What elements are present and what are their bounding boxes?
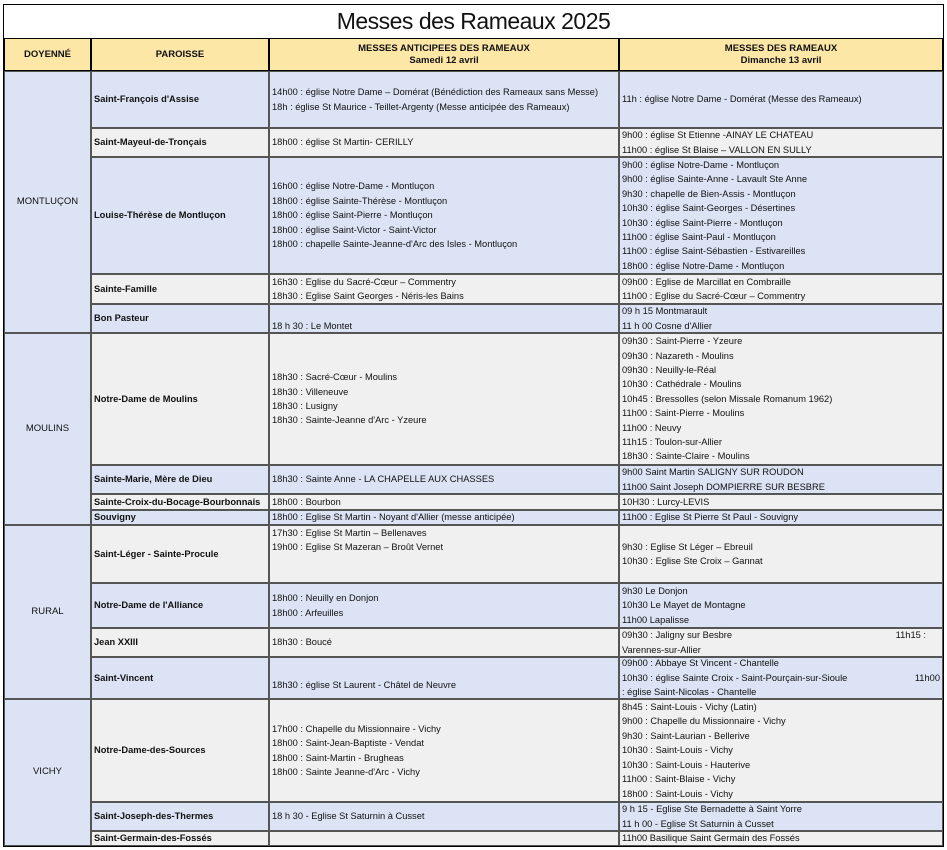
mass-line: 11h00 : Saint-Blaise - Vichy xyxy=(622,774,736,785)
mass-line: 11h15 : Toulon-sur-Allier xyxy=(622,437,722,448)
mass-line: 9h00 : église St Etienne -AINAY LE CHATEAU xyxy=(622,130,814,141)
deanery-vichy xyxy=(4,699,91,846)
mass-line: 09h00 : Abbaye St Vincent - Chantelle xyxy=(622,658,779,669)
mass-line: 11 h 00 Cosne d'Allier xyxy=(622,320,712,331)
mass-line: 17h00 : Chapelle du Missionnaire - Vichy xyxy=(272,723,441,734)
mass-line: 18h00 : chapelle Sainte-Jeanne-d'Arc des Isles - Montluçon xyxy=(272,239,518,250)
mass-line: 18h00 : église Sainte-Thérèse - Montluçon xyxy=(272,195,448,206)
mass-line: 18h00 : Eglise St Martin - Noyant d'Allier (messe anticipée) xyxy=(272,512,515,523)
mass-line: 18h30 : Sainte Anne - LA CHAPELLE AUX CHASSES xyxy=(272,474,495,485)
parish-name xyxy=(91,157,269,274)
parish-name xyxy=(91,657,269,699)
parish-name xyxy=(91,304,269,333)
saturday-masses xyxy=(269,525,619,583)
mass-line: 9h30 : chapelle de Bien-Assis - Montluçon xyxy=(622,188,796,199)
header-paroisse xyxy=(91,38,269,71)
parish-label: Notre-Dame de Moulins xyxy=(94,393,198,404)
deanery-label: RURAL xyxy=(31,605,64,617)
sunday-masses xyxy=(619,699,943,802)
parish-label: Souvigny xyxy=(94,512,136,523)
mass-line: 10h30 Le Mayet de Montagne xyxy=(622,600,746,611)
mass-line: 11h00 : église Saint-Sébastien - Estivareilles xyxy=(622,246,806,257)
deanery-rural xyxy=(4,525,91,699)
mass-line: 16h00 : église Notre-Dame - Montluçon xyxy=(272,181,435,192)
mass-line: Varennes-sur-Allier xyxy=(622,644,701,655)
mass-line: 18h30 : Sacré-Cœur - Moulins xyxy=(272,372,398,383)
mass-line: 09 h 15 Montmarault xyxy=(622,306,708,317)
parish-label: Notre-Dame de l'Alliance xyxy=(94,600,204,611)
sunday-masses xyxy=(619,628,943,657)
saturday-masses xyxy=(269,494,619,510)
mass-line: 10h45 : Bressolles (selon Missale Romanum 1962) xyxy=(622,393,833,404)
parish-name xyxy=(91,802,269,831)
mass-line: 18h00 : église Saint-Victor - Saint-Victor xyxy=(272,224,437,235)
parish-label: Saint-François d'Assise xyxy=(94,94,200,105)
parish-name xyxy=(91,274,269,304)
mass-time: 09h30 : Jaligny sur Besbre xyxy=(622,630,733,641)
mass-line: 11h00 : église St Blaise – VALLON EN SULLY xyxy=(622,144,812,155)
saturday-masses xyxy=(269,657,619,699)
parish-name xyxy=(91,71,269,128)
mass-line: 8h45 : Saint-Louis - Vichy (Latin) xyxy=(622,702,757,713)
mass-line: 09h00 : Eglise de Marcillat en Combraille xyxy=(622,276,791,287)
parish-name xyxy=(91,465,269,494)
header-rameaux-date: Dimanche 13 avril xyxy=(740,54,822,66)
header-rameaux-title: MESSES DES RAMEAUX xyxy=(724,42,838,54)
saturday-masses xyxy=(269,304,619,333)
mass-line: 18h00 : Arfeuilles xyxy=(272,607,344,618)
mass-time: 10h30 : église Sainte Croix - Saint-Pourçain-sur-Sioule xyxy=(622,672,848,683)
mass-line: 9h30 : Eglise St Léger – Ebreuil xyxy=(622,541,753,552)
mass-line: 18 h 30 : Le Montet xyxy=(272,320,353,331)
saturday-masses xyxy=(269,157,619,274)
mass-line xyxy=(622,671,940,685)
header-rameaux xyxy=(619,38,943,71)
mass-line: 9h00 Saint Martin SALIGNY SUR ROUDON xyxy=(622,467,804,478)
header-paroisse-label: PAROISSE xyxy=(155,48,205,60)
deanery-montlucon xyxy=(4,71,91,333)
mass-line: 10h30 : Saint-Louis - Vichy xyxy=(622,745,733,756)
mass-line: 18h00 : église Notre-Dame - Montluçon xyxy=(622,260,785,271)
mass-line: 18h30 : Eglise Saint Georges - Néris-les Bains xyxy=(272,291,464,301)
mass-line: 18h30 : Boucé xyxy=(272,637,332,648)
mass-line: 11h00 Basilique Saint Germain des Fossés xyxy=(622,833,800,844)
mass-line: 09h30 : Neuilly-le-Réal xyxy=(622,364,717,375)
mass-line: 18h30 : église St Laurent - Châtel de Neuvre xyxy=(272,680,456,690)
parish-label: Louise-Thérèse de Montluçon xyxy=(94,210,226,221)
mass-line: 18h00 : Bourbon xyxy=(272,496,341,507)
mass-line: 18h30 : Lusigny xyxy=(272,401,338,411)
parish-name xyxy=(91,583,269,628)
mass-line: 11h00 Saint Joseph DOMPIERRE SUR BESBRE xyxy=(622,481,825,492)
saturday-masses xyxy=(269,699,619,802)
mass-time: 11h00 xyxy=(914,672,940,683)
parish-name xyxy=(91,494,269,510)
sunday-masses xyxy=(619,802,943,831)
sunday-masses xyxy=(619,657,943,699)
sunday-masses xyxy=(619,510,943,525)
saturday-masses xyxy=(269,628,619,657)
deanery-label: VICHY xyxy=(32,766,63,778)
mass-line: 18h00 : Saint-Louis - Vichy xyxy=(622,788,733,799)
mass-line: 10h30 : église Saint-Pierre - Montluçon xyxy=(622,217,783,228)
mass-line: 14h00 : église Notre Dame – Domérat (Bénédiction des Rameaux sans Messe) xyxy=(272,87,599,98)
header-anticipees-date: Samedi 12 avril xyxy=(409,54,479,66)
parish-label: Saint-Léger - Sainte-Procule xyxy=(94,548,219,559)
parish-label: Sainte-Famille xyxy=(94,283,158,294)
parish-name xyxy=(91,699,269,802)
mass-line: 09h30 : Saint-Pierre - Yzeure xyxy=(622,336,743,347)
parish-label: Sainte-Croix-du-Bocage-Bourbonnais xyxy=(94,496,261,507)
sunday-masses xyxy=(619,304,943,333)
mass-line: 10h30 : église Saint-Georges - Désertines xyxy=(622,203,796,214)
saturday-masses xyxy=(269,333,619,465)
mass-line: 11h00 : Neuvy xyxy=(622,422,682,433)
mass-line: 09h30 : Nazareth - Moulins xyxy=(622,350,734,361)
mass-line: 18h00 : Sainte Jeanne-d'Arc - Vichy xyxy=(272,766,420,777)
mass-line: 10h30 : Cathédrale - Moulins xyxy=(622,379,742,390)
mass-line xyxy=(272,304,616,318)
mass-line: 10h30 : Saint-Louis - Hauterive xyxy=(622,759,751,770)
header-anticipees xyxy=(269,38,619,71)
sunday-masses xyxy=(619,831,943,846)
parish-name xyxy=(91,628,269,657)
mass-line: 9h30 : Saint-Laurian - Bellerive xyxy=(622,730,750,741)
sunday-masses xyxy=(619,333,943,465)
sunday-masses xyxy=(619,465,943,494)
saturday-masses xyxy=(269,831,619,846)
sunday-masses xyxy=(619,494,943,510)
sunday-masses xyxy=(619,525,943,583)
mass-line: 17h30 : Eglise St Martin – Bellenaves xyxy=(272,528,427,538)
parish-name xyxy=(91,831,269,846)
mass-line: 18h00 : Neuilly en Donjon xyxy=(272,593,379,604)
parish-label: Sainte-Marie, Mère de Dieu xyxy=(94,474,213,485)
mass-line: 11h : église Notre Dame - Domérat (Messe des Rameaux) xyxy=(622,94,862,105)
mass-line: 10H30 : Lurcy-LEVIS xyxy=(622,496,710,507)
mass-line: 11h00 : Eglise du Sacré-Cœur – Commentry xyxy=(622,291,806,301)
mass-line: 9h00 : Chapelle du Missionnaire - Vichy xyxy=(622,716,786,727)
mass-line: : église Saint-Nicolas - Chantelle xyxy=(622,687,757,698)
mass-line xyxy=(272,664,616,678)
saturday-masses xyxy=(269,128,619,157)
mass-line: 9h30 Le Donjon xyxy=(622,585,688,596)
page-title: Messes des Rameaux 2025 xyxy=(336,8,611,34)
parish-label: Bon Pasteur xyxy=(94,313,149,324)
parish-name xyxy=(91,128,269,157)
parish-label: Notre-Dame-des-Sources xyxy=(94,745,206,756)
mass-line: 18 h 30 - Eglise St Saturnin à Cusset xyxy=(272,811,425,822)
mass-line: 18h00 : église Saint-Pierre - Montluçon xyxy=(272,210,433,221)
deanery-label: MOULINS xyxy=(25,422,70,434)
mass-line: 11h00 Lapalisse xyxy=(622,614,690,625)
parish-label: Saint-Mayeul-de-Tronçais xyxy=(94,137,207,148)
mass-line: 10h30 : Eglise Ste Croix – Gannat xyxy=(622,556,763,566)
saturday-masses xyxy=(269,274,619,304)
mass-line: 9h00 : église Notre-Dame - Montluçon xyxy=(622,159,780,170)
mass-line: 18h30 : Sainte-Claire - Moulins xyxy=(622,451,750,462)
parish-label: Saint-Vincent xyxy=(94,672,154,683)
mass-line xyxy=(622,628,940,642)
schedule-sheet xyxy=(3,4,944,847)
mass-line: 18h00 : Saint-Jean-Baptiste - Vendat xyxy=(272,738,424,749)
parish-name xyxy=(91,525,269,583)
parish-name xyxy=(91,510,269,525)
mass-line: 18h : église St Maurice - Teillet-Argenty (Messe anticipée des Rameaux) xyxy=(272,101,570,112)
saturday-masses xyxy=(269,583,619,628)
mass-line: 11h00 : Eglise St Pierre St Paul - Souvigny xyxy=(622,512,799,523)
mass-line: 9h00 : église Sainte-Anne - Lavault Ste Anne xyxy=(622,174,808,185)
mass-line: 18h30 : Sainte-Jeanne d'Arc - Yzeure xyxy=(272,415,427,426)
sunday-masses xyxy=(619,71,943,128)
saturday-masses xyxy=(269,510,619,525)
mass-line: 18h30 : Villeneuve xyxy=(272,386,349,397)
mass-line: 18h00 : église St Martin- CERILLY xyxy=(272,137,414,148)
mass-time: 11h15 : xyxy=(895,630,926,641)
sunday-masses xyxy=(619,157,943,274)
header-anticipees-title: MESSES ANTICIPEES DES RAMEAUX xyxy=(358,42,530,54)
parish-label: Jean XXIII xyxy=(94,637,138,648)
mass-line: 19h00 : Eglise St Mazeran – Broût Vernet xyxy=(272,542,444,553)
mass-line: 16h30 : Eglise du Sacré-Cœur – Commentry xyxy=(272,276,456,287)
mass-line: 18h00 : Saint-Martin - Brugheas xyxy=(272,752,404,763)
deanery-label: MONTLUÇON xyxy=(16,195,79,207)
header-doyenne-label: DOYENNÉ xyxy=(24,48,71,60)
mass-line: 11h00 : église Saint-Paul - Montluçon xyxy=(622,231,776,242)
saturday-masses xyxy=(269,71,619,128)
sunday-masses xyxy=(619,128,943,157)
mass-line: 11 h 00 - Eglise St Saturnin à Cusset xyxy=(622,818,774,829)
sunday-masses xyxy=(619,583,943,628)
mass-line: 11h00 : Saint-Pierre - Moulins xyxy=(622,408,745,419)
parish-name xyxy=(91,333,269,465)
parish-label: Saint-Joseph-des-Thermes xyxy=(94,811,214,822)
parish-label: Saint-Germain-des-Fossés xyxy=(94,833,212,844)
header-doyenne xyxy=(4,38,91,71)
deanery-moulins xyxy=(4,333,91,525)
mass-line: 9 h 15 - Eglise Ste Bernadette à Saint Yorre xyxy=(622,804,802,815)
saturday-masses xyxy=(269,802,619,831)
sunday-masses xyxy=(619,274,943,304)
saturday-masses xyxy=(269,465,619,494)
